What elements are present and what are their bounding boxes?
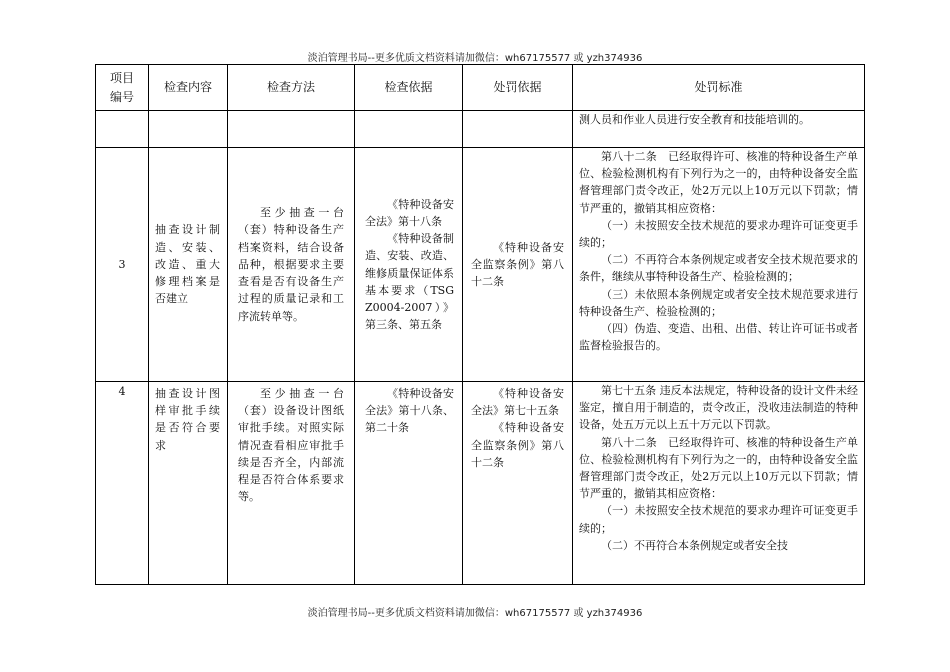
col-header-penalty-basis: 处罚依据: [463, 65, 573, 111]
row4-penalty-basis-p2: 《特种设备安全监察条例》第八十二条: [471, 421, 564, 469]
row3-basis-p1: 《特种设备安全法》第十八条: [365, 197, 454, 228]
row4-penalty-basis-p1: 《特种设备安全法》第七十五条: [471, 387, 564, 418]
row4-method: 至少抽查一台（套）设备设计图纸审批手续。对照实际情况查看相应审批手续是否齐全，内部流程是否符合体系要求等。: [238, 387, 344, 504]
row4-basis: 《特种设备安全法》第十八条、第二十条: [365, 387, 454, 435]
table-header-row: [96, 65, 865, 111]
col-header-method: 检查方法: [228, 65, 355, 111]
col-header-no-line2: 编号: [109, 89, 134, 104]
row4-standard-p2: 第八十二条 已经取得许可、核准的特种设备生产单位、检验检测机构有下列行为之一的，由特种设备安全监督管理部门责令改正，处2万元以上10万元以下罚款；情节严重的，撤销其相应资格：: [579, 435, 858, 501]
row3-basis-p2: 《特种设备制造、安装、改造、维修质量保证体系基本要求（TSG Z0004-2007）》第三条、第五条: [365, 232, 454, 332]
col-header-no: [96, 65, 149, 111]
row3-standard-p5: （四）伪造、变造、出租、出借、转让许可证书或者监督检验报告的。: [579, 322, 858, 353]
row3-standard-p1: 第八十二条 已经取得许可、核准的特种设备生产单位、检验检测机构有下列行为之一的，由特种设备安全监督管理部门责令改正，处2万元以上10万元以下罚款；情节严重的，撤销其相应资格：: [579, 150, 858, 215]
row3-item: 抽查设计制造、安装、改造、重大修理档案是否建立: [149, 148, 228, 382]
row4-item: 抽查设计图样审批手续是否符合要求: [149, 382, 228, 585]
row4-standard-p3: （一）未按照安全技术规范的要求办理许可证变更手续的；: [579, 504, 858, 535]
inspection-table: [95, 64, 865, 585]
row3-penalty-basis: 《特种设备安全监察条例》第八十二条: [471, 240, 564, 289]
row4-standard-p4: （二）不再符合本条例规定或者安全技: [601, 538, 788, 552]
page-header: 淡泊管理书局--更多优质文档资料请加微信：wh67175577 或 yzh374936: [307, 53, 643, 64]
page-footer: 淡泊管理书局--更多优质文档资料请加微信：wh67175577 或 yzh374936: [307, 608, 643, 619]
table-row-4: [96, 382, 865, 585]
row3-standard-p4: （三）未依照本条例规定或者安全技术规范要求进行特种设备生产、检验检测的；: [579, 287, 858, 318]
row3-standard-p3: （二）不再符合本条例规定或者安全技术规范要求的条件，继续从事特种设备生产、检验检测的；: [579, 253, 858, 284]
col-header-basis: 检查依据: [355, 65, 463, 111]
col-header-penalty-standard: 处罚标准: [573, 65, 865, 111]
row3-method: 至少抽查一台（套）特种设备生产档案资料，结合设备品种，根据要求主要查看是否有设备生产过程的质量记录和工序流转单等。: [238, 206, 344, 323]
row4-standard-p1: 第七十五条 违反本法规定，特种设备的设计文件未经鉴定，擅自用于制造的，责令改正，没收违法制造的特种设备，处五万元以上五十万元以下罚款。: [579, 384, 858, 432]
continued-standard-text: 测人员和作业人员进行安全教育和技能培训的。: [579, 113, 810, 126]
row4-number: 4: [96, 382, 149, 585]
col-header-item: 检查内容: [149, 65, 228, 111]
table-row-continued: [96, 111, 865, 148]
row3-standard-p2: （一）未按照安全技术规范的要求办理许可证变更手续的；: [579, 218, 858, 250]
col-header-no-line1: 项目: [109, 70, 134, 85]
table-row-3: [96, 148, 865, 382]
row3-number: 3: [96, 148, 149, 382]
